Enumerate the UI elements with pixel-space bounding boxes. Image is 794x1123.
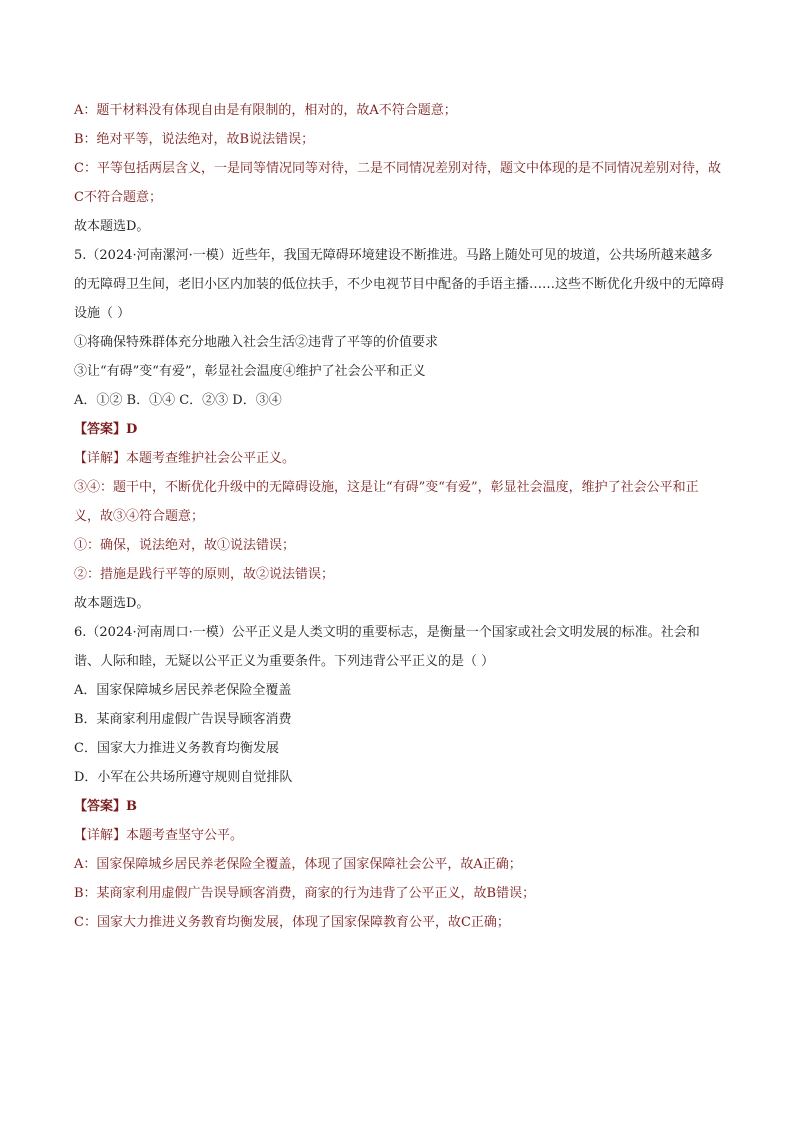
document-content [74, 96, 724, 937]
text-line: A．国家保障城乡居民养老保险全覆盖 [74, 683, 292, 698]
text-line: B：某商家利用虚假广告误导顾客消费，商家的行为违背了公平正义，故B错误； [74, 886, 536, 901]
text-line: C．国家大力推进义务教育均衡发展 [74, 741, 279, 756]
text-line: 故本题选D。 [74, 219, 150, 234]
text-line: 5.（2024·河南漯河·一模）近些年，我国无障碍环境建设不断推进。马路上随处可见的坡道，公共场所越来越多的无障碍卫生间，老旧小区内加装的低位扶手，不少电视节目中配备的手语主播……这些不断优化升级中的无障碍设施（ ） [74, 248, 725, 321]
text-line: 【详解】本题考查维护社会公平正义。 [74, 451, 296, 466]
text-line: ③④：题干中，不断优化升级中的无障碍设施，这是让“有碍”变“有爱”，彰显社会温度，维护了社会公平和正义，故③④符合题意； [74, 480, 699, 524]
text-line: 故本题选D。 [74, 596, 150, 611]
text-line: ①将确保特殊群体充分地融入社会生活②违背了平等的价值要求 [74, 335, 439, 350]
text-line: A．①② B．①④ C．②③ D．③④ [74, 393, 282, 408]
text-line: B．某商家利用虚假广告误导顾客消费 [74, 712, 292, 727]
document-page [74, 96, 724, 937]
text-line: ③让“有碍”变“有爱”，彰显社会温度④维护了社会公平和正义 [74, 364, 426, 379]
text-line: ①：确保，说法绝对，故①说法错误； [74, 538, 296, 553]
text-line: B：绝对平等，说法绝对，故B说法错误； [74, 132, 315, 147]
text-line: 【答案】B [74, 799, 137, 814]
text-line: C：平等包括两层含义，一是同等情况同等对待，二是不同情况差别对待，题文中体现的是不同情况差别对待，故C不符合题意； [74, 161, 721, 205]
text-line: A：国家保障城乡居民养老保险全覆盖，体现了国家保障社会公平，故A正确； [74, 857, 522, 872]
text-line: ②：措施是践行平等的原则，故②说法错误； [74, 567, 335, 582]
text-line: C：国家大力推进义务教育均衡发展，体现了国家保障教育公平，故C正确； [74, 915, 510, 930]
text-line: D．小军在公共场所遵守规则自觉排队 [74, 770, 293, 785]
text-line: 【答案】D [74, 422, 138, 437]
text-line: A：题干材料没有体现自由是有限制的，相对的，故A不符合题意； [74, 103, 457, 118]
text-line: 【详解】本题考查坚守公平。 [74, 828, 244, 843]
text-line: 6.（2024·河南周口·一模）公平正义是人类文明的重要标志，是衡量一个国家或社会文明发展的标准。社会和谐、人际和睦，无疑以公平正义为重要条件。下列违背公平正义的是（ ） [74, 625, 700, 669]
